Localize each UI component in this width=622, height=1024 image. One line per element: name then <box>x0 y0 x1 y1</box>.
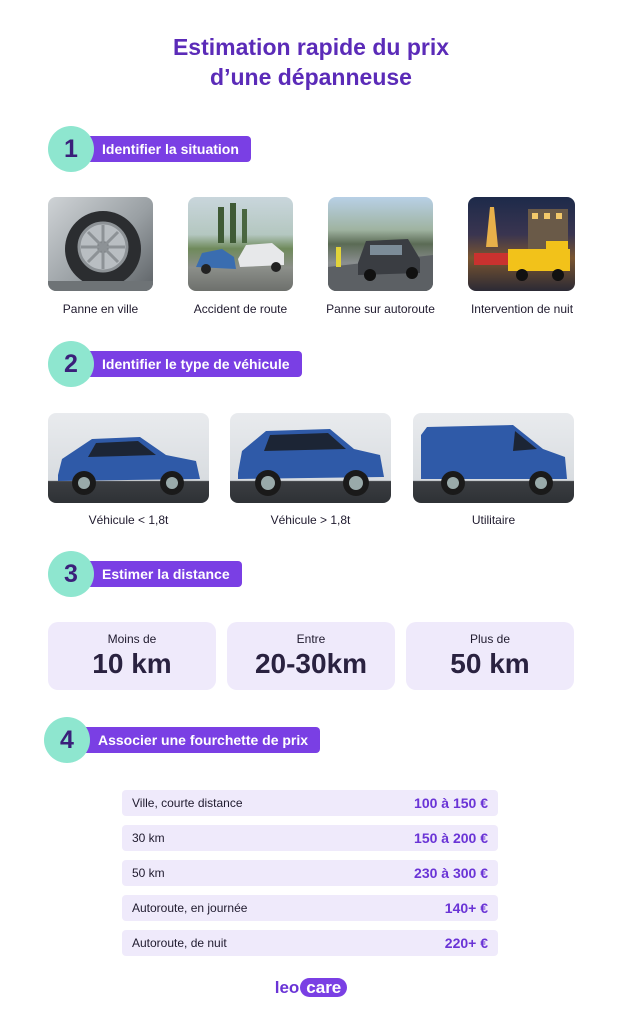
step-number: 1 <box>48 126 94 172</box>
price-range: 230 à 300 € <box>414 865 488 881</box>
distance-value: 50 km <box>450 648 530 679</box>
distance-value: 10 km <box>92 648 172 679</box>
title-line-2: d’une dépanneuse <box>210 64 412 90</box>
price-row <box>122 930 498 956</box>
price-label: Autoroute, en journée <box>132 901 248 915</box>
logo-part-care: care <box>300 978 347 997</box>
distance-value: 20-30km <box>254 648 368 679</box>
vehicle-image-utility <box>413 413 574 503</box>
brand-logo <box>0 978 622 998</box>
situation-image-night-intervention <box>468 197 575 291</box>
price-range: 100 à 150 € <box>414 795 488 811</box>
vehicle-image-light <box>48 413 209 503</box>
step-number: 3 <box>48 551 94 597</box>
tow-truck-icon <box>468 197 575 291</box>
distance-prefix: Plus de <box>469 632 511 646</box>
step-label: Estimer la distance <box>78 561 242 587</box>
price-row <box>122 825 498 851</box>
situation-image-road-accident <box>188 197 293 291</box>
price-label: Autoroute, de nuit <box>132 936 227 950</box>
vehicle-caption: Utilitaire <box>471 513 516 527</box>
price-label: Ville, courte distance <box>132 796 243 810</box>
suv-car-icon <box>230 413 391 503</box>
price-label: 50 km <box>132 866 165 880</box>
van-icon <box>413 413 574 503</box>
distance-prefix: Moins de <box>107 632 157 646</box>
distance-card <box>227 622 395 690</box>
vehicle-image-heavy <box>230 413 391 503</box>
page-title <box>0 32 622 92</box>
title-line-1: Estimation rapide du prix <box>172 34 450 60</box>
price-label: 30 km <box>132 831 165 845</box>
situation-caption: Panne sur autoroute <box>326 302 435 316</box>
distance-card <box>48 622 216 690</box>
step-label: Associer une fourchette de prix <box>74 727 320 753</box>
step-label: Identifier la situation <box>78 136 251 162</box>
step-number: 2 <box>48 341 94 387</box>
flat-tire-icon <box>48 197 153 291</box>
price-row <box>122 860 498 886</box>
hatchback-car-icon <box>48 413 209 503</box>
car-crash-icon <box>188 197 293 291</box>
situation-image-city-breakdown <box>48 197 153 291</box>
situation-caption: Accident de route <box>193 302 288 316</box>
situation-caption: Panne en ville <box>62 302 139 316</box>
logo-part-leo: leo <box>274 978 300 997</box>
price-range: 220+ € <box>444 935 488 951</box>
price-range: 140+ € <box>444 900 488 916</box>
vehicle-caption: Véhicule < 1,8t <box>88 513 169 527</box>
price-row <box>122 895 498 921</box>
distance-prefix: Entre <box>296 632 326 646</box>
highway-car-icon <box>328 197 433 291</box>
situation-image-highway-breakdown <box>328 197 433 291</box>
distance-card <box>406 622 574 690</box>
price-row <box>122 790 498 816</box>
price-range: 150 à 200 € <box>414 830 488 846</box>
step-label: Identifier le type de véhicule <box>78 351 302 377</box>
step-number: 4 <box>44 717 90 763</box>
situation-caption: Intervention de nuit <box>470 302 574 316</box>
vehicle-caption: Véhicule > 1,8t <box>270 513 351 527</box>
